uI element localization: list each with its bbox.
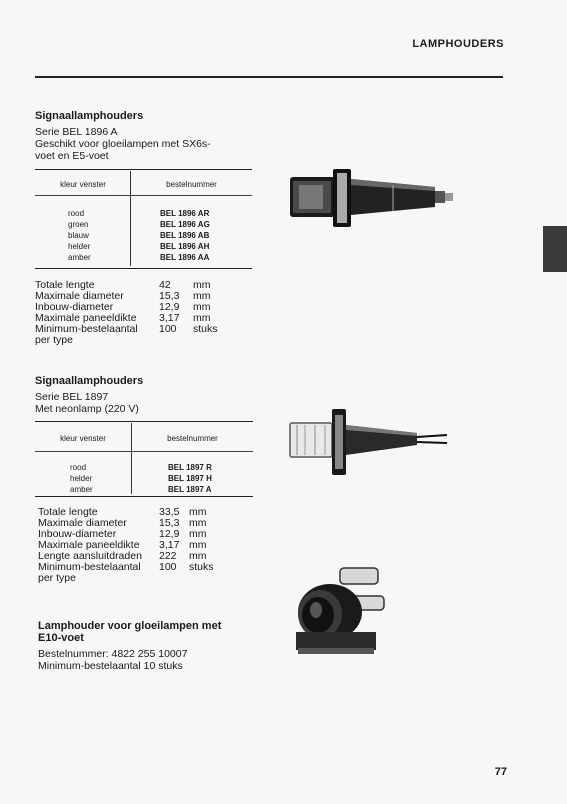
table2-color-cell: rood: [70, 463, 87, 472]
spec-unit: mm: [189, 506, 207, 518]
table1-color-column: [68, 208, 91, 263]
section1-specs: [35, 280, 265, 346]
spec-label: Maximale paneeldikte: [35, 312, 137, 324]
spec-tail: per type: [38, 572, 76, 584]
section3-title-line2: E10-voet: [38, 632, 84, 644]
table1-code-cell: BEL 1896 AR: [160, 209, 210, 218]
table2-code-column: [168, 462, 212, 495]
section3-order-number: Bestelnummer: 4822 255 10007: [38, 648, 188, 660]
lamp-holder-1897-image: [285, 405, 455, 480]
spec-label: Inbouw-diameter: [38, 528, 117, 540]
spec-unit: mm: [189, 517, 207, 529]
header-divider: [35, 76, 503, 78]
table1-code-cell: BEL 1896 AH: [160, 242, 210, 251]
spec-value: 12,9: [159, 528, 180, 540]
spec-unit: stuks: [193, 323, 218, 335]
table2-color-cell: helder: [70, 474, 93, 483]
spec-unit: mm: [193, 290, 211, 302]
section1-title: Signaallamphouders: [35, 110, 144, 122]
table2-header-rule: [35, 451, 253, 452]
spec-label: Minimum-bestelaantal: [38, 561, 141, 573]
table1-column-separator: [130, 171, 131, 266]
spec-value: 3,17: [159, 312, 180, 324]
table1-header-rule: [35, 195, 252, 196]
spec-label: Lengte aansluitdraden: [38, 550, 142, 562]
spec-unit: mm: [193, 301, 211, 313]
lamp-holder-1896-image: [285, 165, 460, 240]
table1-code-column: [160, 208, 210, 263]
table2-col-code-header: bestelnummer: [167, 434, 218, 443]
section2-description: Met neonlamp (220 V): [35, 403, 139, 415]
spec-value: 100: [159, 323, 177, 335]
section1-description-line2: voet en E5-voet: [35, 150, 109, 162]
table1-col-code-header: bestelnummer: [166, 180, 217, 189]
table1-code-cell: BEL 1896 AB: [160, 231, 210, 240]
page-header-title: LAMPHOUDERS: [412, 38, 504, 50]
table2-color-cell: amber: [70, 485, 93, 494]
spec-value: 15,3: [159, 517, 180, 529]
spec-label: Maximale paneeldikte: [38, 539, 140, 551]
spec-label: Maximale diameter: [38, 517, 127, 529]
spec-unit: mm: [189, 550, 207, 562]
spec-tail: per type: [35, 334, 73, 346]
table2-column-separator: [131, 423, 132, 494]
thumb-index-tab: [543, 226, 567, 272]
spec-unit: stuks: [189, 561, 214, 573]
spec-label: Maximale diameter: [35, 290, 124, 302]
table2-code-cell: BEL 1897 A: [168, 485, 212, 494]
section1-description-line1: Geschikt voor gloeilampen met SX6s-: [35, 138, 211, 150]
table2-code-cell: BEL 1897 H: [168, 474, 212, 483]
table1-top-rule: [35, 169, 252, 170]
table1-color-cell: rood: [68, 209, 85, 218]
section3-min-order: Minimum-bestelaantal 10 stuks: [38, 660, 183, 672]
spec-unit: mm: [193, 312, 211, 324]
spec-value: 3,17: [159, 539, 180, 551]
table2-color-column: [70, 462, 93, 495]
table1-color-cell: amber: [68, 253, 91, 262]
table1-color-cell: groen: [68, 220, 89, 229]
spec-value: 222: [159, 550, 177, 562]
spec-value: 15,3: [159, 290, 180, 302]
spec-label: Totale lengte: [35, 279, 95, 291]
table1-bottom-rule: [35, 268, 252, 269]
table1-code-cell: BEL 1896 AG: [160, 220, 210, 229]
spec-label: Inbouw-diameter: [35, 301, 114, 313]
spec-value: 42: [159, 279, 171, 291]
spec-unit: mm: [189, 528, 207, 540]
spec-value: 100: [159, 561, 177, 573]
table2-col-color-header: kleur venster: [60, 434, 106, 443]
table2-bottom-rule: [35, 496, 253, 497]
table2-code-cell: BEL 1897 R: [168, 463, 212, 472]
table1-col-color-header: kleur venster: [60, 180, 106, 189]
section3-title-line1: Lamphouder voor gloeilampen met: [38, 620, 222, 632]
table1-color-cell: blauw: [68, 231, 89, 240]
spec-value: 33,5: [159, 506, 180, 518]
spec-unit: mm: [193, 279, 211, 291]
table2-top-rule: [35, 421, 253, 422]
spec-label: Minimum-bestelaantal: [35, 323, 138, 335]
spec-value: 12,9: [159, 301, 180, 313]
section2-specs: [38, 507, 268, 584]
section2-title: Signaallamphouders: [35, 375, 144, 387]
spec-label: Totale lengte: [38, 506, 98, 518]
page-number: 77: [494, 766, 507, 778]
section2-series: Serie BEL 1897: [35, 391, 109, 403]
table1-code-cell: BEL 1896 AA: [160, 253, 210, 262]
table1-color-cell: helder: [68, 242, 91, 251]
section1-series: Serie BEL 1896 A: [35, 126, 118, 138]
spec-unit: mm: [189, 539, 207, 551]
e10-lamp-holder-image: [288, 560, 398, 670]
